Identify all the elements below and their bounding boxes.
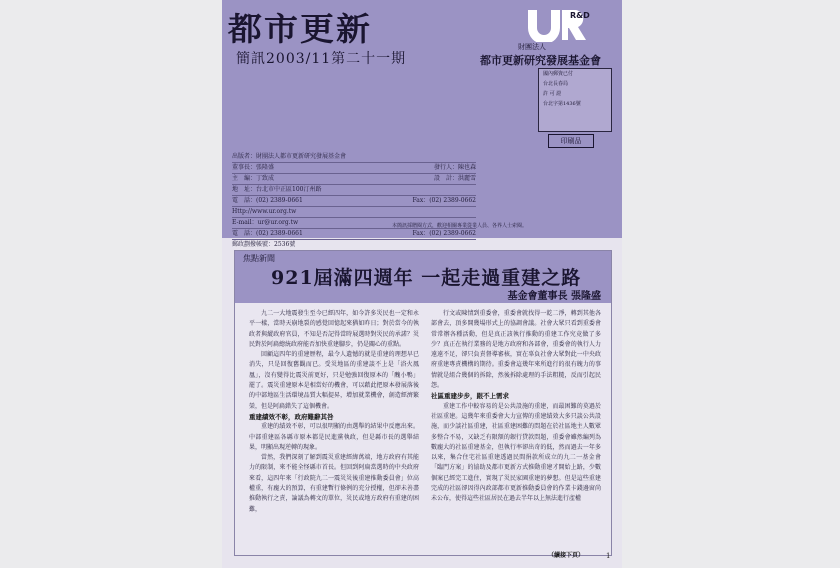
colophon-row: 電 話：(02) 2389-0661 Fax：(02) 2389-0662 xyxy=(232,196,476,207)
stamp-line: 許 可 證 xyxy=(543,91,562,97)
article-paragraph: 行文或陳情到重委會，重委會就找得一乾二淨，轉到其他各部會去，頂多開幾場形式上的協調會議。社會大眾只看到重委會常常辦各種活動，但是真正該執行推動的重建工作究竟做了多少？真正在執行業務的是地方政府和各部會，重委會的執行人力遠遠不足，卻只負責督導審核，實在辜負社會大眾對此一中央政府重建專責機構的期待。重委會這幾年來所進行的很有魄力的事情就是組合幾個的拆除，然後拆除處理的手法粗糙，反而引起民怨。 xyxy=(431,310,601,390)
stamp-line: 台北字第1436號 xyxy=(543,101,581,107)
colophon xyxy=(232,152,476,250)
article-column-left xyxy=(249,309,419,545)
distribution-note: 本簡訊採贈閱方式，歡迎相關專業從業人員、各界人士索閱。 xyxy=(392,223,528,229)
continued-label: （續接下頁） xyxy=(548,552,585,559)
article-paragraph: 回顧這四年的重建歷程，最令人遺憾的就是重建的理想早已消失，只是回復舊觀而已。受災地區的重建談不上是「浴火鳳凰」，沒有變得比震災前更好，只是勉強回復原本的「醜小鴨」罷了。震災重建原本是相當好的機會，可以藉此把原本發展落後的中部地區生活環境品質大幅提昇，增加就業機會，創造經濟繁榮，但是阿扁錯失了這個機會。 xyxy=(249,351,419,410)
article-subheading: 社區重建步步，跟不上需求 xyxy=(431,392,509,401)
article-column-right xyxy=(431,309,601,545)
colophon-row: 地 址：台北市中正區100汀州路 xyxy=(232,185,476,196)
colophon-row: 郵政劃撥帳號：2536號 xyxy=(232,241,296,248)
org-name: 都市更新研究發展基金會 xyxy=(480,54,601,67)
article-header xyxy=(235,251,611,303)
article-subheading: 重建績效不彰，政府難辭其咎 xyxy=(249,412,334,421)
article-paragraph: 九二一大地震發生至今已經四年，如今許多災民也一定和永平一樣，當時天崩地裂的感覺回憶起來猶如昨日；對於當今的執政者與縱政府官員，不知是否記得當時展選時對災民的承諾？災民對於阿扁總統政府能否加快重建腳步，仍是關心的重點。 xyxy=(249,310,419,348)
printed-matter-seal: 印刷品 xyxy=(548,134,594,148)
postage-stamp-box xyxy=(538,68,612,132)
colophon-row: 主 編：丁致成 設 計：洪麗雪 xyxy=(232,174,476,185)
org-type-label: 財團法人 xyxy=(518,43,546,51)
article-headline: 921屆滿四週年 一起走過重建之路 xyxy=(271,267,582,289)
newsletter-page xyxy=(222,0,622,568)
colophon-row: E-mail：ur@ur.org.tw xyxy=(232,218,476,229)
issue-label: 簡訊2003/11第二十一期 xyxy=(236,51,407,67)
colophon-row: 出版者：財團法人都市更新研究發展基金會 xyxy=(232,152,476,163)
section-tag: 焦點新聞 xyxy=(243,254,275,263)
logo-superscript: R&D xyxy=(570,11,590,20)
logo-text: UR xyxy=(526,8,528,9)
article-paragraph: 重建的績效不彰，可以很明顯的由選舉的結果中反應出來。中部重建區各縣市原本都是民進黨執政，但是縣市長的選舉結果，明顯出現逆轉的現象。 xyxy=(249,423,419,451)
article-columns xyxy=(249,309,601,545)
ur-logo-icon xyxy=(526,8,590,42)
article-byline: 基金會董事長 張隆盛 xyxy=(507,291,601,302)
stamp-line: 國內郵資已付 xyxy=(543,71,574,77)
stamp-line: 台北長春局 xyxy=(543,81,569,87)
colophon-row: 董事長：張隆盛 發行人：陳也森 xyxy=(232,163,476,174)
colophon-row: 電 話：(02) 2389-0661 Fax：(02) 2389-0662 xyxy=(232,229,476,240)
article-paragraph: 重建工作中較容易的是公共設施的重建，而最困難的莫過於社區重建。這幾年來重委會大力宣傳的重建績效大多只談公共設施，而少談社區重建，社區重建困難的問題在於社區地主人數眾多整合不易，又缺乏有限額的銀行貸款問題，重委會雖然編列為數龐大的社區重建基金，但執行率卻出奇的低，然而過去一年多以來，集合住宅社區重建透過民間捐款所成立的九二一基金會「臨門方案」的協助及都市更新方式推動重建才開始上路，少數個案已經完工進住，實現了災民家園重建的夢想。但是這些重建完成的社區卻因得內政部都市更新推動委員會的作業卡錢邊窗尚未公布，使得這些社區居民在過去半年以上無法進行產權 xyxy=(431,402,601,503)
feature-article xyxy=(234,250,612,556)
masthead-band xyxy=(222,0,622,248)
masthead-title: 都市更新 xyxy=(227,10,373,48)
article-paragraph: 當然，我們深刻了解到震災重建經緯萬端，地方政府有其能力的限制，來不能全怪縣市首長。但回到阿扁當選時的中央政府來看，這四年來「行政院九二一震災災後重建推動委員會」位高權重，有龐大的預算，有重建暫行條例的充分授權，但卻未善盡推動執行之責，論議為轉文的單位，災民或地方政府有重建的困難， xyxy=(249,454,419,513)
page-number: 1 xyxy=(606,552,611,560)
colophon-row: Http://www.ur.org.tw xyxy=(232,207,476,218)
